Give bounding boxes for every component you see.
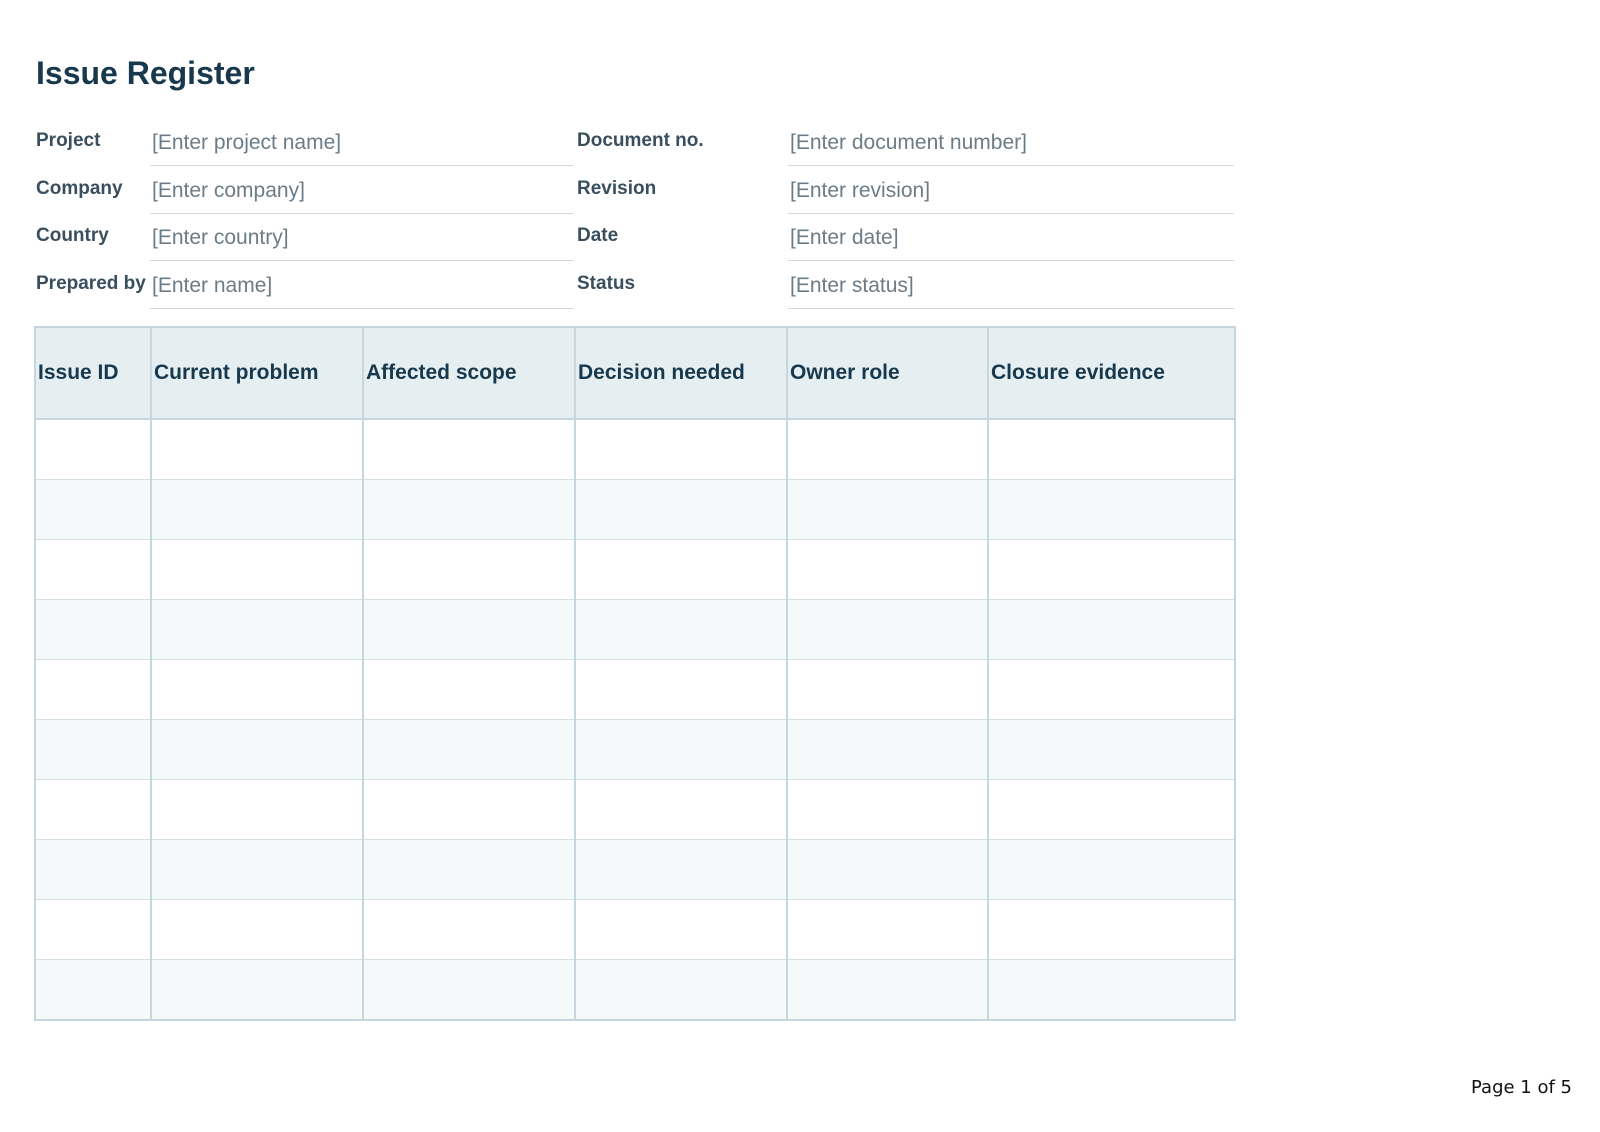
table-cell[interactable] — [988, 540, 1235, 600]
table-row — [35, 540, 1235, 600]
issue-table — [34, 326, 1236, 1021]
table-cell[interactable] — [151, 900, 363, 960]
table-cell[interactable] — [35, 419, 151, 480]
table-cell[interactable] — [363, 600, 575, 660]
column-header-issue-id: Issue ID — [35, 327, 151, 419]
table-cell[interactable] — [575, 900, 787, 960]
table-cell[interactable] — [35, 600, 151, 660]
table-cell[interactable] — [787, 600, 988, 660]
table-cell[interactable] — [35, 540, 151, 600]
table-cell[interactable] — [35, 720, 151, 780]
table-cell[interactable] — [988, 780, 1235, 840]
table-cell[interactable] — [35, 660, 151, 720]
status-field[interactable]: [Enter status] — [788, 263, 1234, 309]
document-number-field[interactable]: [Enter document number] — [788, 120, 1234, 166]
table-cell[interactable] — [151, 660, 363, 720]
table-cell[interactable] — [988, 419, 1235, 480]
table-cell[interactable] — [575, 720, 787, 780]
table-cell[interactable] — [363, 960, 575, 1021]
table-cell[interactable] — [151, 600, 363, 660]
meta-row-country — [36, 215, 1234, 263]
table-cell[interactable] — [988, 720, 1235, 780]
table-cell[interactable] — [988, 480, 1235, 540]
document-number-label: Document no. — [577, 130, 704, 151]
page-title: Issue Register — [36, 55, 255, 91]
company-field[interactable]: [Enter company] — [150, 168, 573, 214]
table-cell[interactable] — [363, 780, 575, 840]
company-label: Company — [36, 177, 123, 199]
table-cell[interactable] — [787, 780, 988, 840]
table-cell[interactable] — [151, 960, 363, 1021]
table-cell[interactable] — [35, 780, 151, 840]
table-cell[interactable] — [787, 419, 988, 480]
table-row — [35, 480, 1235, 540]
column-header-closure-evidence: Closure evidence — [988, 327, 1235, 419]
table-row — [35, 419, 1235, 480]
table-cell[interactable] — [575, 960, 787, 1021]
table-cell[interactable] — [35, 840, 151, 900]
column-header-affected-scope: Affected scope — [363, 327, 575, 419]
table-cell[interactable] — [363, 900, 575, 960]
table-cell[interactable] — [988, 900, 1235, 960]
table-header-row — [35, 327, 1235, 419]
table-cell[interactable] — [787, 720, 988, 780]
table-cell[interactable] — [575, 840, 787, 900]
status-label: Status — [577, 272, 636, 294]
table-cell[interactable] — [151, 780, 363, 840]
table-cell[interactable] — [151, 840, 363, 900]
table-cell[interactable] — [787, 960, 988, 1021]
table-row — [35, 660, 1235, 720]
table-cell[interactable] — [988, 960, 1235, 1021]
date-label: Date — [577, 225, 619, 246]
table-cell[interactable] — [363, 540, 575, 600]
table-cell[interactable] — [151, 540, 363, 600]
table-row — [35, 840, 1235, 900]
revision-field[interactable]: [Enter revision] — [788, 168, 1234, 214]
document-info — [36, 120, 1234, 310]
revision-label: Revision — [577, 177, 657, 199]
table-cell[interactable] — [151, 480, 363, 540]
table-cell[interactable] — [363, 660, 575, 720]
page-number: Page 1 of 5 — [1471, 1077, 1572, 1098]
table-cell[interactable] — [787, 660, 988, 720]
table-cell[interactable] — [787, 540, 988, 600]
table-cell[interactable] — [363, 720, 575, 780]
table-cell[interactable] — [151, 720, 363, 780]
meta-row-prepared-by — [36, 263, 1234, 311]
table-cell[interactable] — [35, 960, 151, 1021]
meta-row-company — [36, 168, 1234, 216]
table-cell[interactable] — [988, 660, 1235, 720]
column-header-current-problem: Current problem — [151, 327, 363, 419]
project-label: Project — [36, 130, 101, 151]
table-cell[interactable] — [575, 660, 787, 720]
table-cell[interactable] — [988, 600, 1235, 660]
table-cell[interactable] — [35, 480, 151, 540]
table-cell[interactable] — [988, 840, 1235, 900]
table-cell[interactable] — [575, 480, 787, 540]
table-cell[interactable] — [151, 419, 363, 480]
meta-row-project — [36, 120, 1234, 168]
date-field[interactable]: [Enter date] — [788, 215, 1234, 261]
prepared-by-field[interactable]: [Enter name] — [150, 263, 573, 309]
table-cell[interactable] — [575, 780, 787, 840]
table-cell[interactable] — [787, 480, 988, 540]
column-header-owner-role: Owner role — [787, 327, 988, 419]
table-cell[interactable] — [575, 419, 787, 480]
country-label: Country — [36, 225, 109, 246]
table-row — [35, 960, 1235, 1021]
table-cell[interactable] — [575, 600, 787, 660]
table-row — [35, 780, 1235, 840]
table-cell[interactable] — [363, 480, 575, 540]
table-cell[interactable] — [787, 900, 988, 960]
table-cell[interactable] — [575, 540, 787, 600]
table-row — [35, 720, 1235, 780]
table-cell[interactable] — [363, 419, 575, 480]
table-cell[interactable] — [787, 840, 988, 900]
issue-table-body — [35, 419, 1235, 1020]
prepared-by-label: Prepared by — [36, 272, 146, 294]
project-field[interactable]: [Enter project name] — [150, 120, 573, 166]
table-cell[interactable] — [35, 900, 151, 960]
column-header-decision-needed: Decision needed — [575, 327, 787, 419]
table-row — [35, 600, 1235, 660]
country-field[interactable]: [Enter country] — [150, 215, 573, 261]
table-row — [35, 900, 1235, 960]
table-cell[interactable] — [363, 840, 575, 900]
